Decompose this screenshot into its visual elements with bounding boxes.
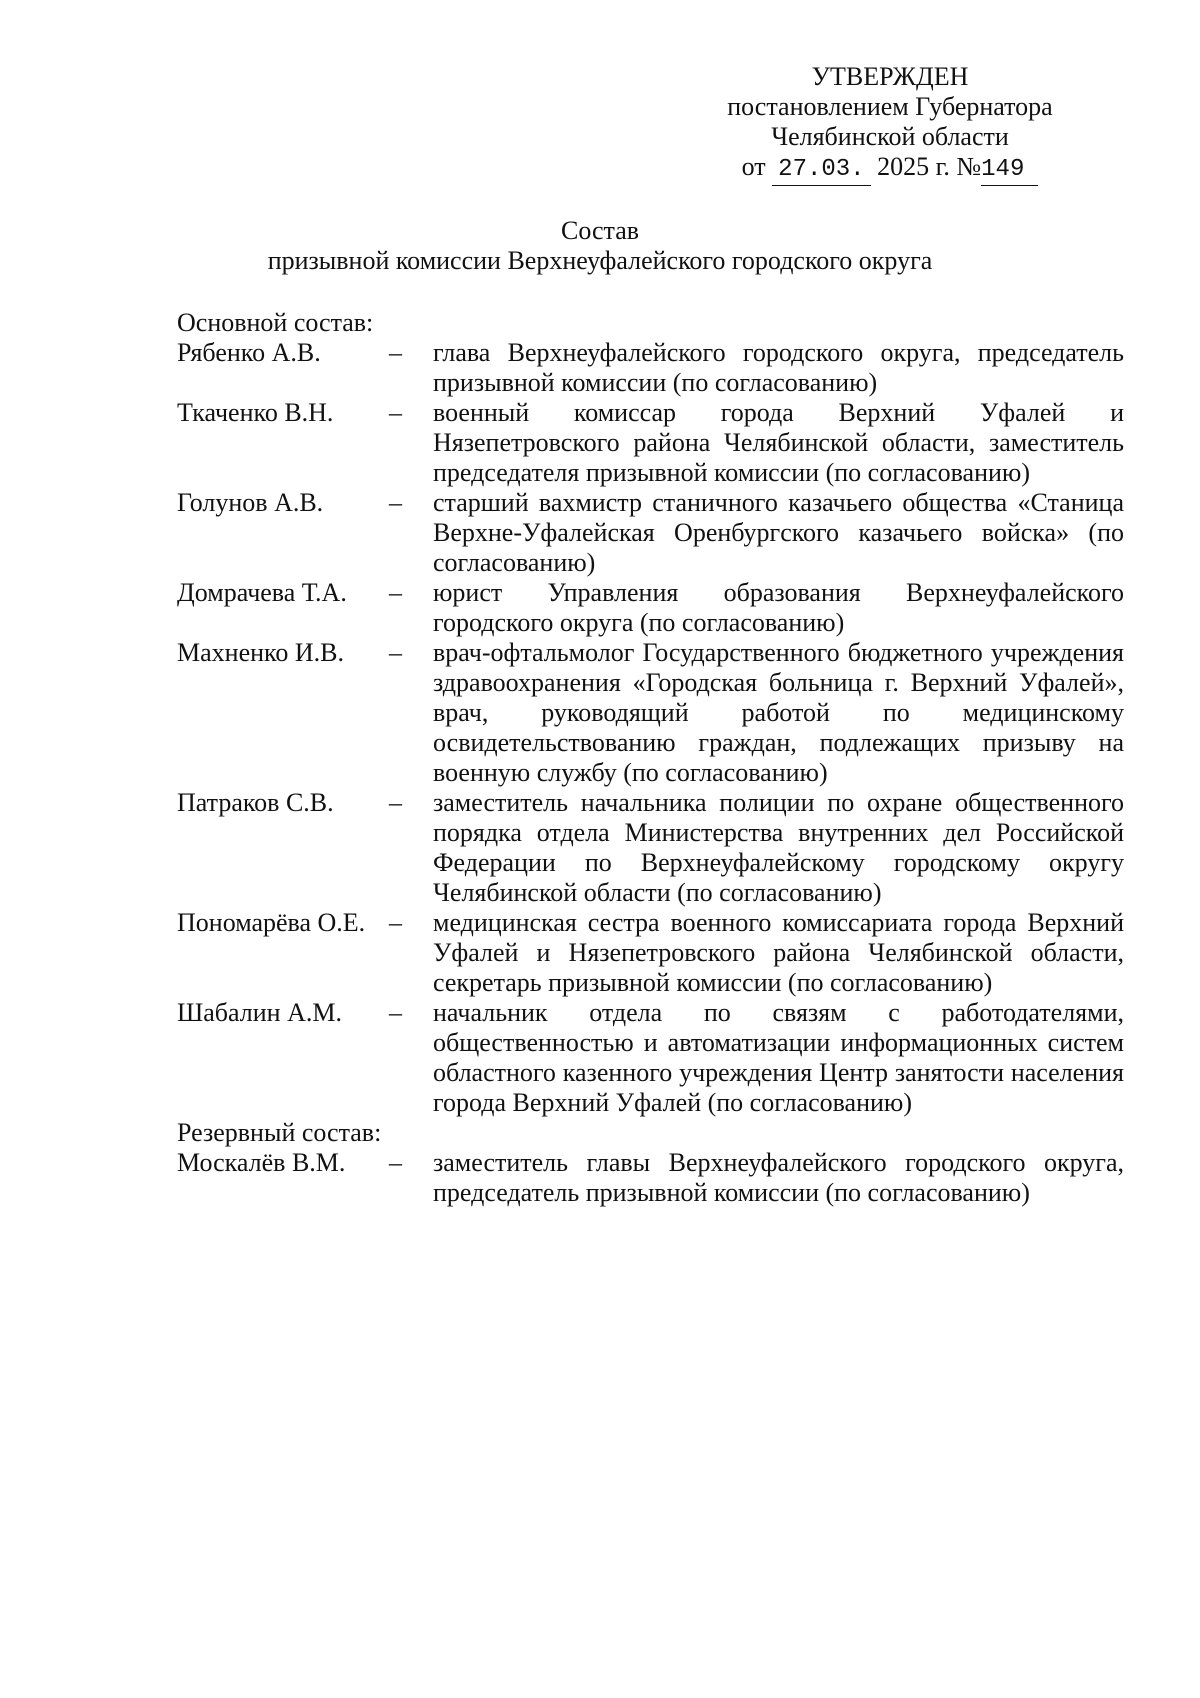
- member-dash: –: [389, 998, 402, 1027]
- member-row: [177, 998, 1124, 1118]
- member-dash: –: [389, 1148, 402, 1177]
- member-name: Рябенко А.В.: [177, 338, 321, 367]
- member-dash: –: [389, 908, 402, 937]
- member-description: юрист Управления образования Верхнеуфалейского городского округа (по согласованию): [433, 578, 1124, 637]
- member-description: медицинская сестра военного комиссариата города Верхний Уфалей и Нязепетровского района Челябинской области, секретарь призывной комиссии (по согласованию): [433, 908, 1124, 997]
- member-name: Ткаченко В.Н.: [177, 398, 334, 427]
- member-name: Махненко И.В.: [177, 638, 344, 667]
- approval-from-prefix: от: [741, 152, 766, 181]
- member-row: [177, 398, 1124, 488]
- member-dash: –: [389, 488, 402, 517]
- member-row: [177, 338, 1124, 398]
- member-row: [177, 788, 1124, 908]
- approval-number: 149: [981, 155, 1038, 186]
- member-dash: –: [389, 338, 402, 367]
- approval-line-1: постановлением Губернатора: [727, 92, 1053, 121]
- approval-date-line: [690, 152, 1090, 186]
- member-row: [177, 638, 1124, 788]
- member-description: врач-офтальмолог Государственного бюджетного учреждения здравоохранения «Городская больница г. Верхний Уфалей», врач, руководящий работой по медицинскому освидетельствованию граждан, подлежащих призыву на военную службу (по согласованию): [433, 638, 1124, 787]
- member-row: [177, 908, 1124, 998]
- approval-line-2: Челябинской области: [771, 122, 1009, 151]
- main-section-label: Основной состав:: [177, 308, 374, 337]
- member-row: [177, 488, 1124, 578]
- approval-year: 2025 г. №: [877, 152, 982, 181]
- member-row: [177, 1148, 1124, 1208]
- title-line-2: призывной комиссии Верхнеуфалейского городского округа: [267, 246, 933, 275]
- member-description: заместитель главы Верхнеуфалейского городского округа, председатель призывной комиссии (по согласованию): [433, 1148, 1124, 1207]
- member-name: Патраков С.В.: [177, 788, 334, 817]
- member-dash: –: [389, 398, 402, 427]
- title-line-1: Состав: [560, 216, 640, 245]
- member-description: глава Верхнеуфалейского городского округа, председатель призывной комиссии (по согласованию): [433, 338, 1124, 397]
- member-description: военный комиссар города Верхний Уфалей и Нязепетровского района Челябинской области, заместитель председателя призывной комиссии (по согласованию): [433, 398, 1124, 487]
- approval-date: 27.03.: [772, 155, 870, 186]
- main-roster: [177, 338, 1124, 1208]
- member-description: старший вахмистр станичного казачьего общества «Станица Верхне-Уфалейская Оренбургского казачьего войска» (по согласованию): [433, 488, 1124, 577]
- approval-heading: УТВЕРЖДЕН: [811, 62, 969, 91]
- member-name: Домрачева Т.А.: [177, 578, 347, 607]
- reserve-label-text: Резервный состав:: [177, 1118, 382, 1147]
- member-name: Москалёв В.М.: [177, 1148, 346, 1177]
- member-name: Пономарёва О.Е.: [177, 908, 366, 937]
- member-row: [177, 578, 1124, 638]
- member-description: заместитель начальника полиции по охране общественного порядка отдела Министерства внутренних дел Российской Федерации по Верхнеуфалейскому городскому округу Челябинской области (по согласованию): [433, 788, 1124, 907]
- member-name: Шабалин А.М.: [177, 998, 342, 1027]
- member-description: начальник отдела по связям с работодателями, общественностью и автоматизации информационных систем областного казенного учреждения Центр занятости населения города Верхний Уфалей (по согласованию): [433, 998, 1124, 1117]
- member-dash: –: [389, 578, 402, 607]
- member-dash: –: [389, 788, 402, 817]
- member-name: Голунов А.В.: [177, 488, 324, 517]
- approval-stamp: [690, 62, 1090, 186]
- member-dash: –: [389, 638, 402, 667]
- reserve-section-label: [177, 1118, 1124, 1148]
- document-title: [0, 216, 1200, 276]
